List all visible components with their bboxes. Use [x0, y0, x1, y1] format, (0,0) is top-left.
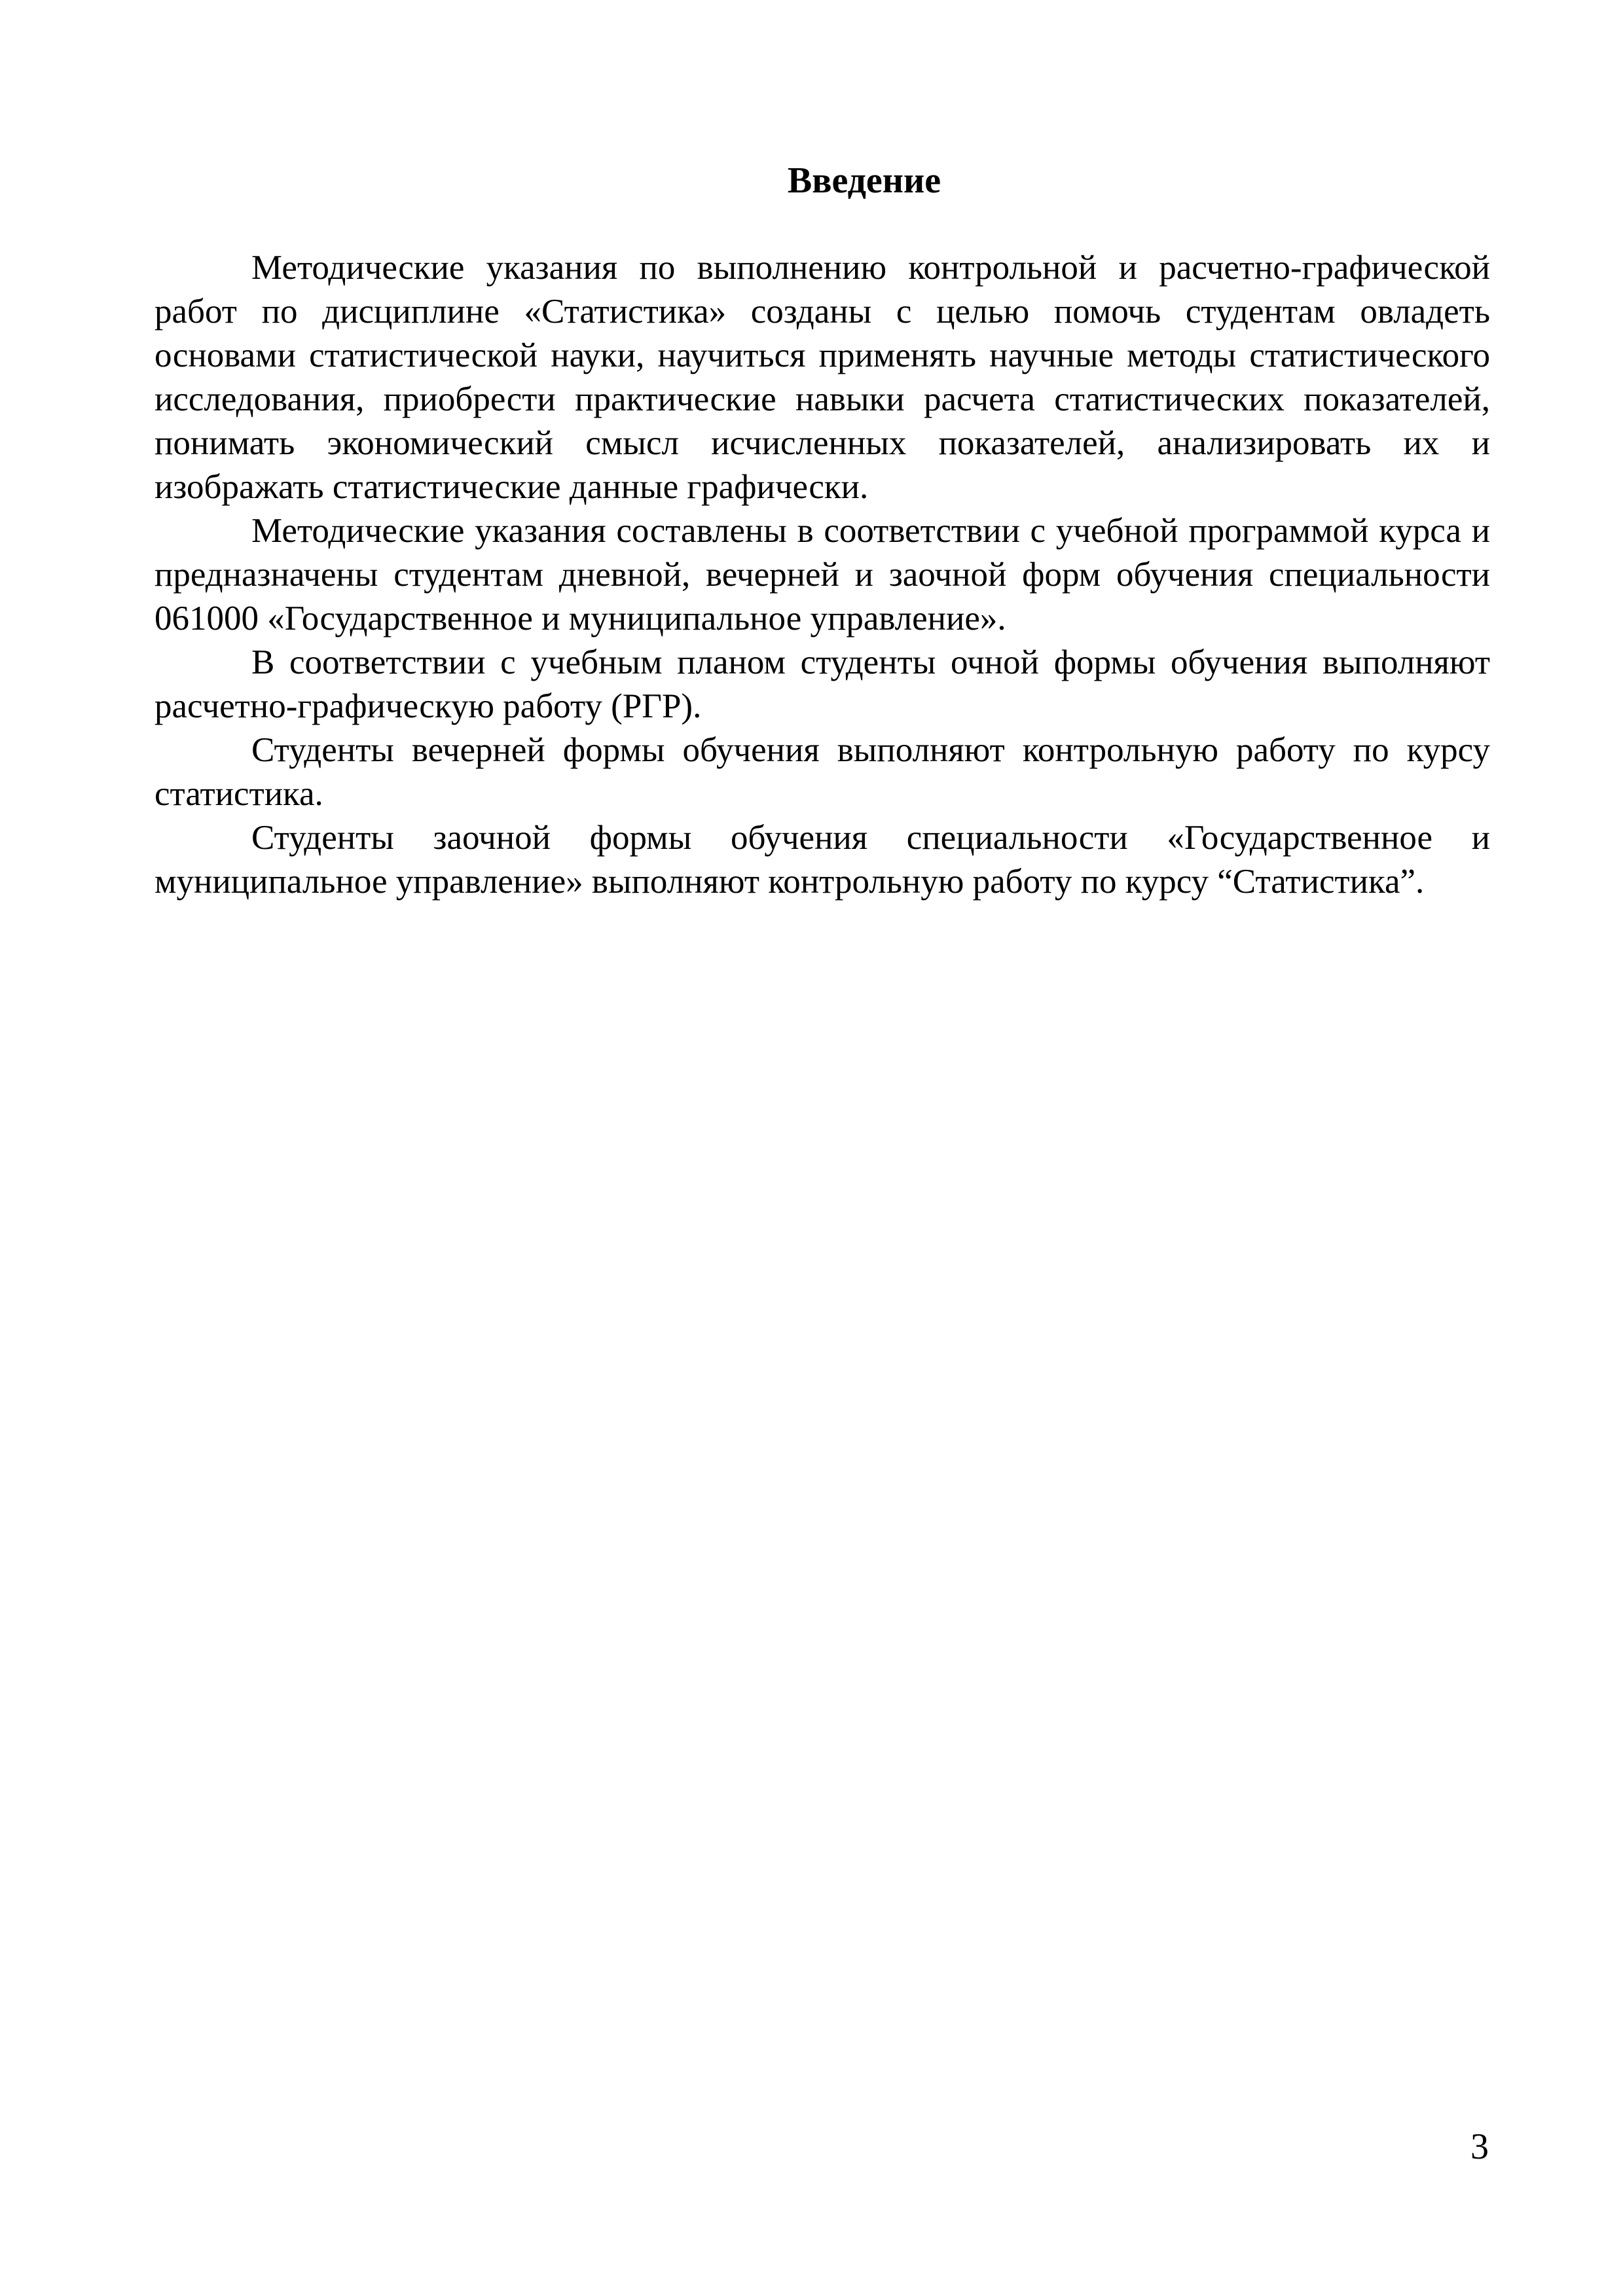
paragraph-evening: Студенты вечерней формы обучения выполняют контрольную работу по курсу статистика. — [155, 731, 1490, 813]
paragraph-program: Методические указания составлены в соответствии с учебной программой курса и предназначены студентам дневной, вечерней и заочной форм обучения специальности 061000 «Государственное и муниципальное управление». — [155, 512, 1490, 637]
paragraph-full-time: В соответствии с учебным планом студенты очной формы обучения выполняют расчетно-графическую работу (РГР). — [155, 643, 1490, 725]
body-text — [155, 246, 1490, 904]
page-number: 3 — [1470, 2126, 1489, 2167]
paragraph-correspondence: Студенты заочной формы обучения специальности «Государственное и муниципальное управление» выполняют контрольную работу по курсу “Статистика”. — [155, 819, 1490, 901]
page-title: Введение — [787, 160, 941, 201]
paragraph-purpose: Методические указания по выполнению контрольной и расчетно-графической работ по дисциплине «Статистика» созданы с целью помочь студентам овладеть основами статистической науки, научиться применять научные методы статистического исследования, приобрести практические навыки расчета статистических показателей, понимать экономический смысл исчисленных показателей, анализировать их и изображать статистические данные графически. — [155, 249, 1490, 506]
